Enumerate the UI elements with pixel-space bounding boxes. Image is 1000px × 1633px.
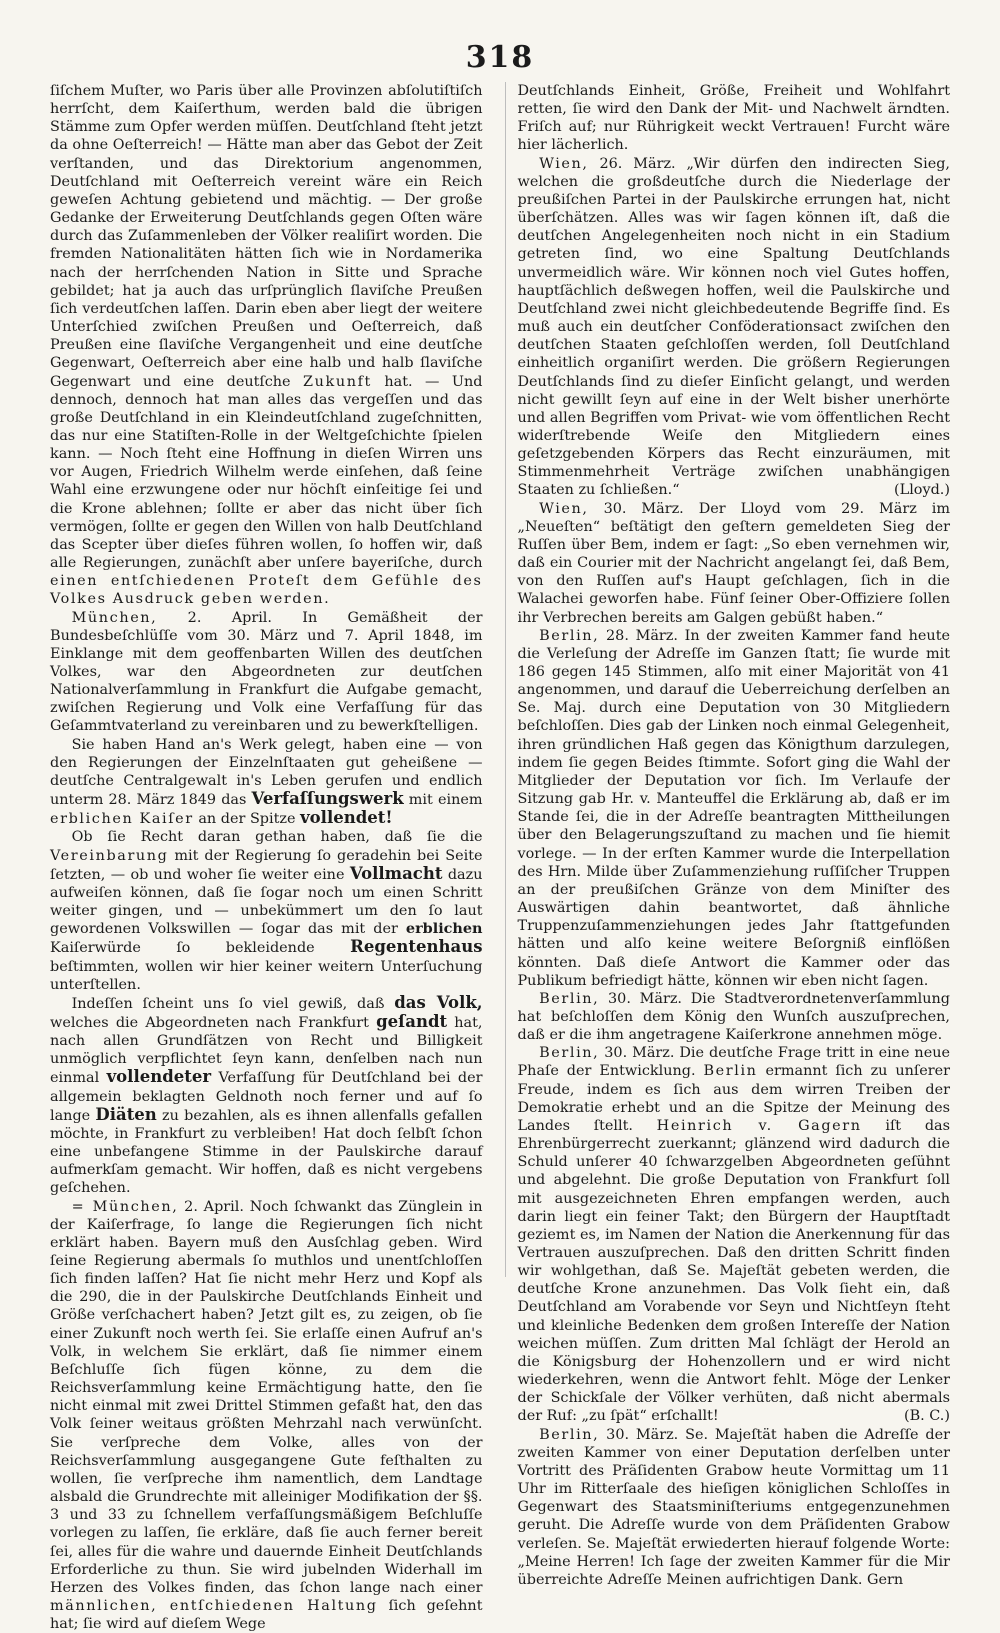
news-item: Berlin, 30. März. Die Stadtverordnetenverſammlung hat beſchloſſen dem König den Wunſch auszuſprechen, daß er die ihm angetragene Kaiſerkrone annehmen möge. — [517, 990, 950, 1044]
source-attribution: (Lloyd.) — [894, 482, 950, 499]
emphasis-text: erblichen Kaiſer — [50, 811, 194, 828]
dateline-place: Berlin, — [539, 990, 600, 1007]
emphasis-text: Vereinbarung — [50, 847, 169, 864]
emphasis-text: Zukunft — [303, 373, 372, 390]
dateline-place: Berlin, — [539, 627, 600, 644]
dateline-place: Wien, — [539, 155, 589, 172]
news-item: Berlin, 30. März. Se. Majeſtät haben die Adreſſe der zweiten Kammer von einer Deputation derſelben unter Vortritt des Präſidenten Grabow heute Vormittag um 11 Uhr im Ritterſaale des hieſigen königlichen Schloſſes in Gegenwart des Staatsminiſteriums entgegenzunehmen geruht. Die Adreſſe wurde von dem Präſidenten Grabow verleſen. Se. Majeſtät erwiederten hierauf folgende Worte: „Meine Herren! Ich ſage der zweiten Kammer für die Mir überreichte Adreſſe Meinen aufrichtigen Dank. Gern — [517, 1426, 951, 1588]
article-columns — [50, 82, 951, 1633]
emphasis-text: Heinrich v. Gagern — [656, 1117, 862, 1134]
bold-text: Vollmacht — [349, 863, 443, 883]
news-item: Wien, 30. März. Der Lloyd vom 29. März im „Neueſten“ beſtätigt den geſtern gemeldeten Sieg der Ruſſen über Bem, indem er ſagt: „So eben vernehmen wir, daß ein Courier mit der Nachricht angelangt ſei, daß Bem, von den Ruſſen auf's Haupt geſchlagen, ſich in die Walachei geworfen habe. Fünf ſeiner Ober-Offiziere ſollen ihr Verbrechen bereits am Galgen gebüßt haben.“ — [517, 500, 950, 626]
bold-text: Diäten — [95, 1104, 157, 1124]
source-attribution: (B. C.) — [903, 1408, 950, 1425]
emphasis-text: männlichen, entſchiedenen Haltung — [50, 1597, 378, 1614]
bold-text: erblichen — [405, 920, 483, 938]
left-column — [50, 82, 483, 1633]
article-paragraph: ſiſchem Muſter, wo Paris über alle Provinzen abſolutiſtiſch herrſcht, dem Kaiſerthum, werden bald die übrigen Stämme zum Opfer werden müſſen. Deutſchland ſteht jetzt da ohne Oeſterreich! — Hätte man aber das Gebot der Zeit verſtanden, und das Direktorium angenommen, Deutſchland mit Oeſterreich vereint wäre ein Reich geweſen Achtung gebietend und mächtig. — Der große Gedanke der Erweiterung Deutſchlands gegen Oſten wäre durch das Zuſammenleben der Völker realiſirt worden. Die fremden Nationalitäten hätten ſich wie in Nordamerika nach der herrſchenden Nation in Sitte und Sprache gebildet; hat ja auch das urſprünglich ſlaviſche Preußen ſich verdeutſchen laſſen. Darin eben aber liegt der weitere Unterſchied zwiſchen Preußen und Oeſterreich, daß Preußen eine ſlaviſche Vergangenheit und eine deutſche Gegenwart, Oeſterreich aber eine halb und halb ſlaviſche Gegenwart und eine deutſche Zukunft hat. — Und dennoch, dennoch hat man alles das vergeſſen und das große Deutſchland in ein Kleindeutſchland zugeſchnitten, das nur eine Statiſten-Rolle in der Weltgeſchichte ſpielen kann. — Noch ſteht eine Hoffnung in dieſen Wirren uns vor Augen, Friedrich Wilhelm werde einſehen, daß ſeine Wahl eine erzwungene oder nur höchſt einſeitige ſei und die Krone ablehnen; ſollte er aber das nicht über ſich vermögen, ſollte er gegen den Willen von halb Deutſchland das Scepter über dieſes führen wollen, ſo hoffen wir, daß alle Regierungen, zunächſt aber unſere bayeriſche, durch einen entſchiedenen Proteſt dem Gefühle des Volkes Ausdruck geben werden. — [50, 83, 483, 608]
right-column — [505, 82, 951, 1588]
page-number: 318 — [465, 40, 535, 75]
article-paragraph: Ob ſie Recht daran gethan haben, daß ſie die Vereinbarung mit der Regierung ſo geradehin bei Seite ſetzten, — ob und woher ſie weiter eine Vollmacht dazu aufweiſen können, daß ſie ſogar noch um einen Schritt weiter gingen, und — unbekümmert um den ſo laut gewordenen Volkswillen — ſogar das mit der erblichen Kaiſerwürde ſo bekleidende Regentenhaus beſtimmten, wollen wir hier keiner weitern Unterſuchung unterſtellen. — [50, 829, 483, 993]
article-paragraph: Sie haben Hand an's Werk gelegt, haben eine — von den Regierungen der Einzelnſtaaten gut geheißene — deutſche Centralgewalt in's Leben gerufen und endlich unterm 28. März 1849 das Verfaſſungswerk mit einem erblichen Kaiſer an der Spitze vollendet! — [50, 736, 483, 828]
news-item: Berlin, 30. März. Die deutſche Frage tritt in eine neue Phaſe der Entwicklung. Berlin ermannt ſich zu unſerer Freude, indem es ſich aus dem wirren Treiben der Demokratie erhebt und an die Spitze der Meinung des Landes ſtellt. Heinrich v. Gagern iſt das Ehrenbürgerrecht zuerkannt; glänzend wird dadurch die Schuld unſerer 40 ſchwarzgelben Abgeordneten geſühnt und abgelehnt. Die große Deputation von Frankfurt ſoll mit ausgezeichneten Ehren empfangen werden, auch darin liegt ein feiner Takt; den Bürgern der Hauptſtadt geziemt es, im Namen der Nation die Anerkennung für das Vertrauen auszuſprechen. Daß den dritten Schritt finden wir wohlgethan, daß Se. Majeſtät gebeten werden, die deutſche Krone anzunehmen. Das Volk ſieht ein, daß Deutſchland am Vorabende vor Seyn und Nichtſeyn ſteht und kleinliche Bedenken dem großen Intereſſe der Nation weichen müſſen. Zum dritten Mal ſchlägt der Herold an die Königsburg der Hohenzollern und er wird nicht wiederkehren, wenn die Antwort fehlt. Möge der Lenker der Schickſale der Völker verhüten, daß nicht abermals der Ruf: „zu ſpät“ erſchallt! (B. C.) — [517, 1045, 951, 1425]
news-item: = München, 2. April. Noch ſchwankt das Zünglein in der Kaiſerfrage, ſo lange die Regierungen ſich nicht erklärt haben. Bayern muß den Ausſchlag geben. Wird ſeine Regierung abermals ſo muthlos und unentſchloſſen ſich finden laſſen? Hat ſie nicht mehr Herz und Kopf als die 290, die in der Paulskirche Deutſchlands Einheit und Größe verſchachert haben? Jetzt gilt es, zu zeigen, ob ſie einer Zukunft noch werth ſei. Sie erlaſſe einen Aufruf an's Volk, in welchem Sie erklärt, daß ſie nimmer einem Beſchluſſe ſich fügen könne, zu dem die Reichsverſammlung keine Ermächtigung hatte, den ſie nicht einmal mit zwei Drittel Stimmen gefaßt hat, den das Volk ſeiner weitaus größten Mehrzahl nach verwünſcht. Sie verſpreche dem Volke, alles von der Reichsverſammlung ausgegangene Gute feſthalten zu wollen, ſie verſpreche ihm namentlich, dem Landtage alsbald die Grundrechte mit alleiniger Modifikation der §§. 3 und 33 zu ſchnellem verfaſſungsmäßigem Beſchluſſe vorlegen zu laſſen, ſie erkläre, daß ſie auch ferner bereit ſei, alles für die wahre und dauernde Einheit Deutſchlands Erforderliche zu thun. Sie wird jubelnden Widerhall im Herzen des Volkes finden, das ſchon lange nach einer männlichen, entſchiedenen Haltung ſich geſehnt hat; ſie wird auf dieſem Wege — [50, 1198, 483, 1633]
bold-text: vollendet! — [300, 808, 393, 828]
news-item: Wien, 26. März. „Wir dürfen den indirecten Sieg, welchen die großdeutſche durch die Niederlage der preußiſchen Partei in der Paulskirche errungen hat, nicht überſchätzen. Alles was wir ſagen können iſt, daß die deutſchen Angelegenheiten noch nicht in ein Stadium getreten ſind, wo eine Spaltung Deutſchlands unvermeidlich wäre. Wir können noch viel Gutes hoffen, hauptſächlich deßwegen hoffen, weil die Paulskirche und Deutſchland zwei nicht gleichbedeutende Begriffe ſind. Es muß auch ein deutſcher Conföderationsact zwiſchen den deutſchen Staaten geſchloſſen werden, ſoll Deutſchland einheitlich organiſirt werden. Die größern Regierungen Deutſchlands ſind zu dieſer Einſicht gelangt, und werden nicht gewillt ſeyn auf eine in der Welt bisher unerhörte und allen Begriffen vom Privat- wie vom öffentlichen Recht widerſtrebende Weiſe den Mitgliedern eines geſetzgebenden Körpers das Recht einzuräumen, mit Stimmenmehrheit Verträge zwiſchen unabhängigen Staaten zu ſchließen.“ (Lloyd.) — [517, 155, 950, 499]
dateline-place: = München, — [71, 1198, 179, 1215]
bold-text: Verfaſſungswerk — [251, 789, 404, 809]
bold-text: geſandt — [376, 1011, 448, 1031]
bold-text: Regentenhaus — [350, 937, 483, 957]
dateline-place: München, — [71, 609, 158, 626]
news-item: München, 2. April. In Gemäßheit der Bundesbeſchlüſſe vom 30. März und 7. April 1848, im Einklange mit dem geoffenbarten Willen des deutſchen Volkes, war den Abgeordneten zur deutſchen Nationalverſammlung in Frankfurt die Aufgabe gemacht, zwiſchen Regierung und Volk eine Verfaſſung für das Geſammtvaterland zu vereinbaren und zu bewerkſtelligen. — [50, 609, 483, 735]
bold-text: das Volk, — [394, 992, 483, 1012]
article-paragraph: Indeſſen ſcheint uns ſo viel gewiß, daß das Volk, welches die Abgeordneten nach Frankfurt geſandt hat, nach allen Grundſätzen von Recht und Billigkeit unmöglich verpflichtet ſeyn kann, denſelben nach nun einmal vollendeter Verfaſſung für Deutſchland bei der allgemein beklagten Geldnoth noch ferner und auf ſo lange Diäten zu bezahlen, als es ihnen allenfalls gefallen möchte, in Frankfurt zu verbleiben! Hat doch ſelbſt ſchon eine unbefangene Stimme in der Paulskirche darauf aufmerkſam gemacht. Wir hoffen, daß es nicht vergebens geſchehen. — [50, 992, 483, 1197]
article-paragraph: Deutſchlands Einheit, Größe, Freiheit und Wohlfahrt retten, ſie wird den Dank der Mit- und Nachwelt ärndten. Friſch auf; nur Rührigkeit weckt Vertrauen! Furcht wäre hier lächerlich. — [517, 83, 950, 154]
dateline-place: Wien, — [539, 500, 589, 517]
emphasis-text: einen entſchiedenen Proteſt dem Gefühle des Volkes Ausdruck geben werden. — [50, 573, 483, 608]
dateline-place: Berlin, — [539, 1426, 600, 1443]
news-item: Berlin, 28. März. In der zweiten Kammer fand heute die Verleſung der Adreſſe im Ganzen ſtatt; ſie wurde mit 186 gegen 145 Stimmen, alſo mit einer Majorität von 41 angenommen, und darauf die Ueberreichung derſelben an Se. Maj. durch eine Deputation von 30 Mitgliedern beſchloſſen. Dies gab der Linken noch einmal Gelegenheit, ihren gründlichen Haß gegen das Königthum darzulegen, indem ſie gegen Beides ſtimmte. Sofort ging die Wahl der Mitglieder der Deputation vor ſich. Im Verlaufe der Sitzung gab Hr. v. Manteuffel die Erklärung ab, daß er im Stande ſei, die in der Adreſſe beantragten Mittheilungen über den Belagerungszuſtand zu machen und ſie hiemit vorlege. — In der erſten Kammer wurde die Interpellation des Hrn. Milde über Zuſammenziehung ruſſiſcher Truppen an der preußiſchen Gränze von dem Miniſter des Auswärtigen dahin beantwortet, daß ähnliche Truppenzuſammenziehungen jedes Jahr ſtattgefunden hätten und alſo keine weitere Beſorgniß einflößen könnten. Daß dieſe Antwort die Kammer oder das Publikum befriedigt hätte, können wir eben nicht ſagen. — [517, 627, 950, 989]
dateline-place: Berlin, — [539, 1045, 600, 1062]
bold-text: vollendeter — [106, 1067, 212, 1087]
emphasis-text: Berlin — [703, 1063, 758, 1080]
